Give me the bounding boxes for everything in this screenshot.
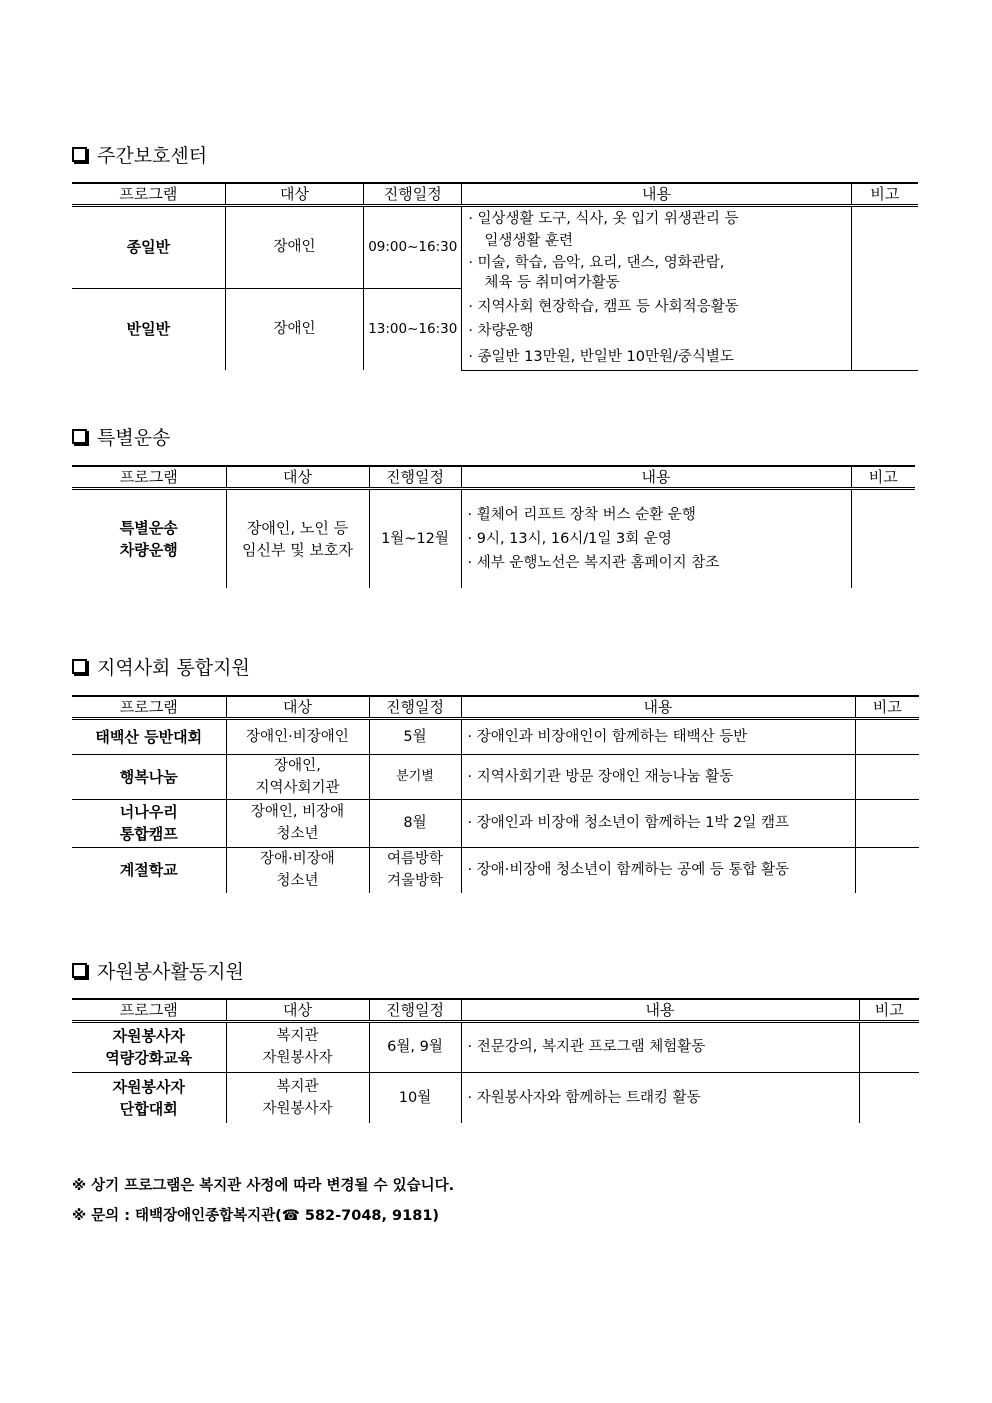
section-title-text: 주간보호센터: [97, 145, 208, 167]
section-title-volunteer: [72, 957, 244, 984]
program-line: 역량강화교육: [105, 1049, 193, 1067]
section-title-text: 자원봉사활동지원: [97, 961, 244, 983]
community-table: [72, 695, 919, 893]
table-row: [72, 799, 919, 847]
content-cell: · 장애·비장애 청소년이 함께하는 공예 등 통합 활동: [461, 847, 855, 893]
target-line: 장애·비장애: [260, 851, 335, 868]
section-title-special-transport: [72, 423, 170, 450]
header-note: 비고: [859, 999, 919, 1021]
program-cell: [72, 799, 226, 847]
header-content: 내용: [462, 183, 851, 205]
schedule-cell: 8월: [369, 799, 461, 847]
content-line: 일생생활 훈련: [484, 233, 573, 249]
content-line: · 차량운행: [468, 323, 534, 339]
checkbox-square-icon: [72, 963, 87, 978]
target-line: 장애인, 비장애: [250, 804, 345, 820]
header-content: 내용: [461, 466, 851, 488]
content-line: · 미술, 학습, 음악, 요리, 댄스, 영화관람,: [468, 255, 725, 271]
table-row: [72, 488, 915, 588]
header-target: 대상: [226, 466, 369, 488]
schedule-line: 겨울방학: [386, 873, 444, 890]
header-target: 대상: [226, 999, 369, 1021]
note-cell: [855, 799, 919, 847]
header-note: 비고: [851, 466, 915, 488]
program-cell: 반일반: [72, 288, 225, 370]
program-cell: [72, 488, 226, 588]
schedule-cell: [369, 847, 461, 893]
footnote-change-notice: ※ 상기 프로그램은 복지관 사정에 따라 변경될 수 있습니다.: [72, 1178, 455, 1194]
program-cell: 종일반: [72, 205, 225, 288]
note-cell: [855, 718, 919, 754]
header-target: 대상: [226, 696, 369, 718]
day-care-table: [72, 182, 918, 371]
content-cell: · 자원봉사자와 함께하는 트래킹 활동: [461, 1072, 859, 1123]
target-cell: 장애인: [225, 205, 363, 288]
schedule-cell: 13:00~16:30: [364, 288, 462, 370]
header-content: 내용: [461, 696, 855, 718]
program-cell: 계절학교: [72, 847, 226, 893]
checkbox-square-icon: [72, 659, 87, 674]
content-line: · 일상생활 도구, 식사, 옷 입기 위생관리 등: [468, 211, 739, 227]
header-program: 프로그램: [72, 696, 226, 718]
content-cell: · 지역사회기관 방문 장애인 재능나눔 활동: [461, 754, 855, 799]
header-content: 내용: [461, 999, 859, 1021]
program-line: 자원봉사자: [112, 1077, 185, 1096]
table-row: [72, 718, 919, 754]
schedule-cell: 1월~12월: [369, 488, 461, 588]
target-line: 복지관: [276, 1028, 319, 1044]
header-program: 프로그램: [72, 183, 225, 205]
checkbox-square-icon: [72, 429, 87, 444]
program-line: 단합대회: [119, 1099, 178, 1118]
table-row: [72, 754, 919, 799]
table-header-row: [72, 466, 915, 488]
program-line: 통합캠프: [119, 825, 178, 843]
target-line: 장애인,: [274, 757, 321, 774]
header-note: 비고: [851, 183, 918, 205]
section-title-community: [72, 653, 250, 680]
table-row: [72, 847, 919, 893]
target-line: 임신부 및 보호자: [242, 540, 353, 559]
schedule-cell: 09:00~16:30: [364, 205, 462, 288]
footnote-contact: ※ 문의 : 태백장애인종합복지관(☎ 582-7048, 9181): [72, 1208, 440, 1224]
target-cell: [226, 1021, 369, 1072]
header-note: 비고: [855, 696, 919, 718]
note-cell: [855, 754, 919, 799]
program-line: 자원봉사자: [112, 1027, 185, 1045]
target-line: 자원봉사자: [262, 1100, 333, 1117]
target-cell: [226, 1072, 369, 1123]
target-line: 청소년: [276, 873, 319, 890]
content-cell: · 전문강의, 복지관 프로그램 체험활동: [461, 1021, 859, 1072]
target-cell: [226, 799, 369, 847]
content-line: · 9시, 13시, 16시/1일 3회 운영: [467, 530, 672, 547]
content-cell: · 장애인과 비장애인이 함께하는 태백산 등반: [461, 718, 855, 754]
header-program: 프로그램: [72, 999, 226, 1021]
program-line: 차량운행: [119, 540, 178, 559]
table-row: [72, 205, 918, 288]
target-line: 청소년: [276, 826, 319, 842]
header-schedule: 진행일정: [369, 466, 461, 488]
program-cell: [72, 1072, 226, 1123]
content-cell: · 장애인과 비장애 청소년이 함께하는 1박 2일 캠프: [461, 799, 855, 847]
target-cell: 장애인: [225, 288, 363, 370]
target-cell: [226, 754, 369, 799]
volunteer-table: [72, 998, 919, 1123]
note-cell: [855, 847, 919, 893]
note-cell: [851, 205, 918, 370]
schedule-line: 여름방학: [386, 851, 444, 868]
program-line: 특별운송: [119, 518, 178, 537]
table-header-row: [72, 999, 919, 1021]
target-line: 지역사회기관: [255, 779, 340, 796]
program-cell: [72, 1021, 226, 1072]
header-program: 프로그램: [72, 466, 226, 488]
table-row: [72, 1021, 919, 1072]
schedule-cell: 10월: [369, 1072, 461, 1123]
program-line: 너나우리: [119, 803, 178, 821]
content-cell: [462, 205, 851, 370]
section-title-day-care: [72, 141, 207, 168]
target-line: 복지관: [276, 1078, 319, 1095]
content-line: · 세부 운행노선은 복지관 홈페이지 참조: [467, 554, 720, 571]
section-title-text: 지역사회 통합지원: [97, 657, 250, 679]
target-cell: [226, 847, 369, 893]
program-cell: 태백산 등반대회: [72, 718, 226, 754]
schedule-cell: 6월, 9월: [369, 1021, 461, 1072]
content-line: · 휠체어 리프트 장착 버스 순환 운행: [467, 506, 696, 523]
schedule-cell: 분기별: [369, 754, 461, 799]
schedule-cell: 5월: [369, 718, 461, 754]
target-cell: [226, 488, 369, 588]
content-line: · 지역사회 현장학습, 캠프 등 사회적응활동: [468, 299, 739, 315]
note-cell: [851, 488, 915, 588]
header-target: 대상: [225, 183, 363, 205]
target-line: 장애인, 노인 등: [246, 518, 349, 537]
table-row: [72, 1072, 919, 1123]
table-header-row: [72, 183, 918, 205]
footnotes: [72, 1171, 454, 1231]
special-transport-table: [72, 465, 915, 588]
checkbox-square-icon: [72, 147, 87, 162]
target-line: 자원봉사자: [262, 1050, 333, 1066]
content-line: · 종일반 13만원, 반일반 10만원/중식별도: [468, 349, 734, 365]
header-schedule: 진행일정: [364, 183, 462, 205]
target-cell: 장애인·비장애인: [226, 718, 369, 754]
note-cell: [859, 1072, 919, 1123]
content-cell: [461, 488, 851, 588]
program-cell: 행복나눔: [72, 754, 226, 799]
header-schedule: 진행일정: [369, 696, 461, 718]
note-cell: [859, 1021, 919, 1072]
table-header-row: [72, 696, 919, 718]
section-title-text: 특별운송: [97, 427, 171, 449]
content-line: 체육 등 취미여가활동: [484, 275, 620, 291]
header-schedule: 진행일정: [369, 999, 461, 1021]
